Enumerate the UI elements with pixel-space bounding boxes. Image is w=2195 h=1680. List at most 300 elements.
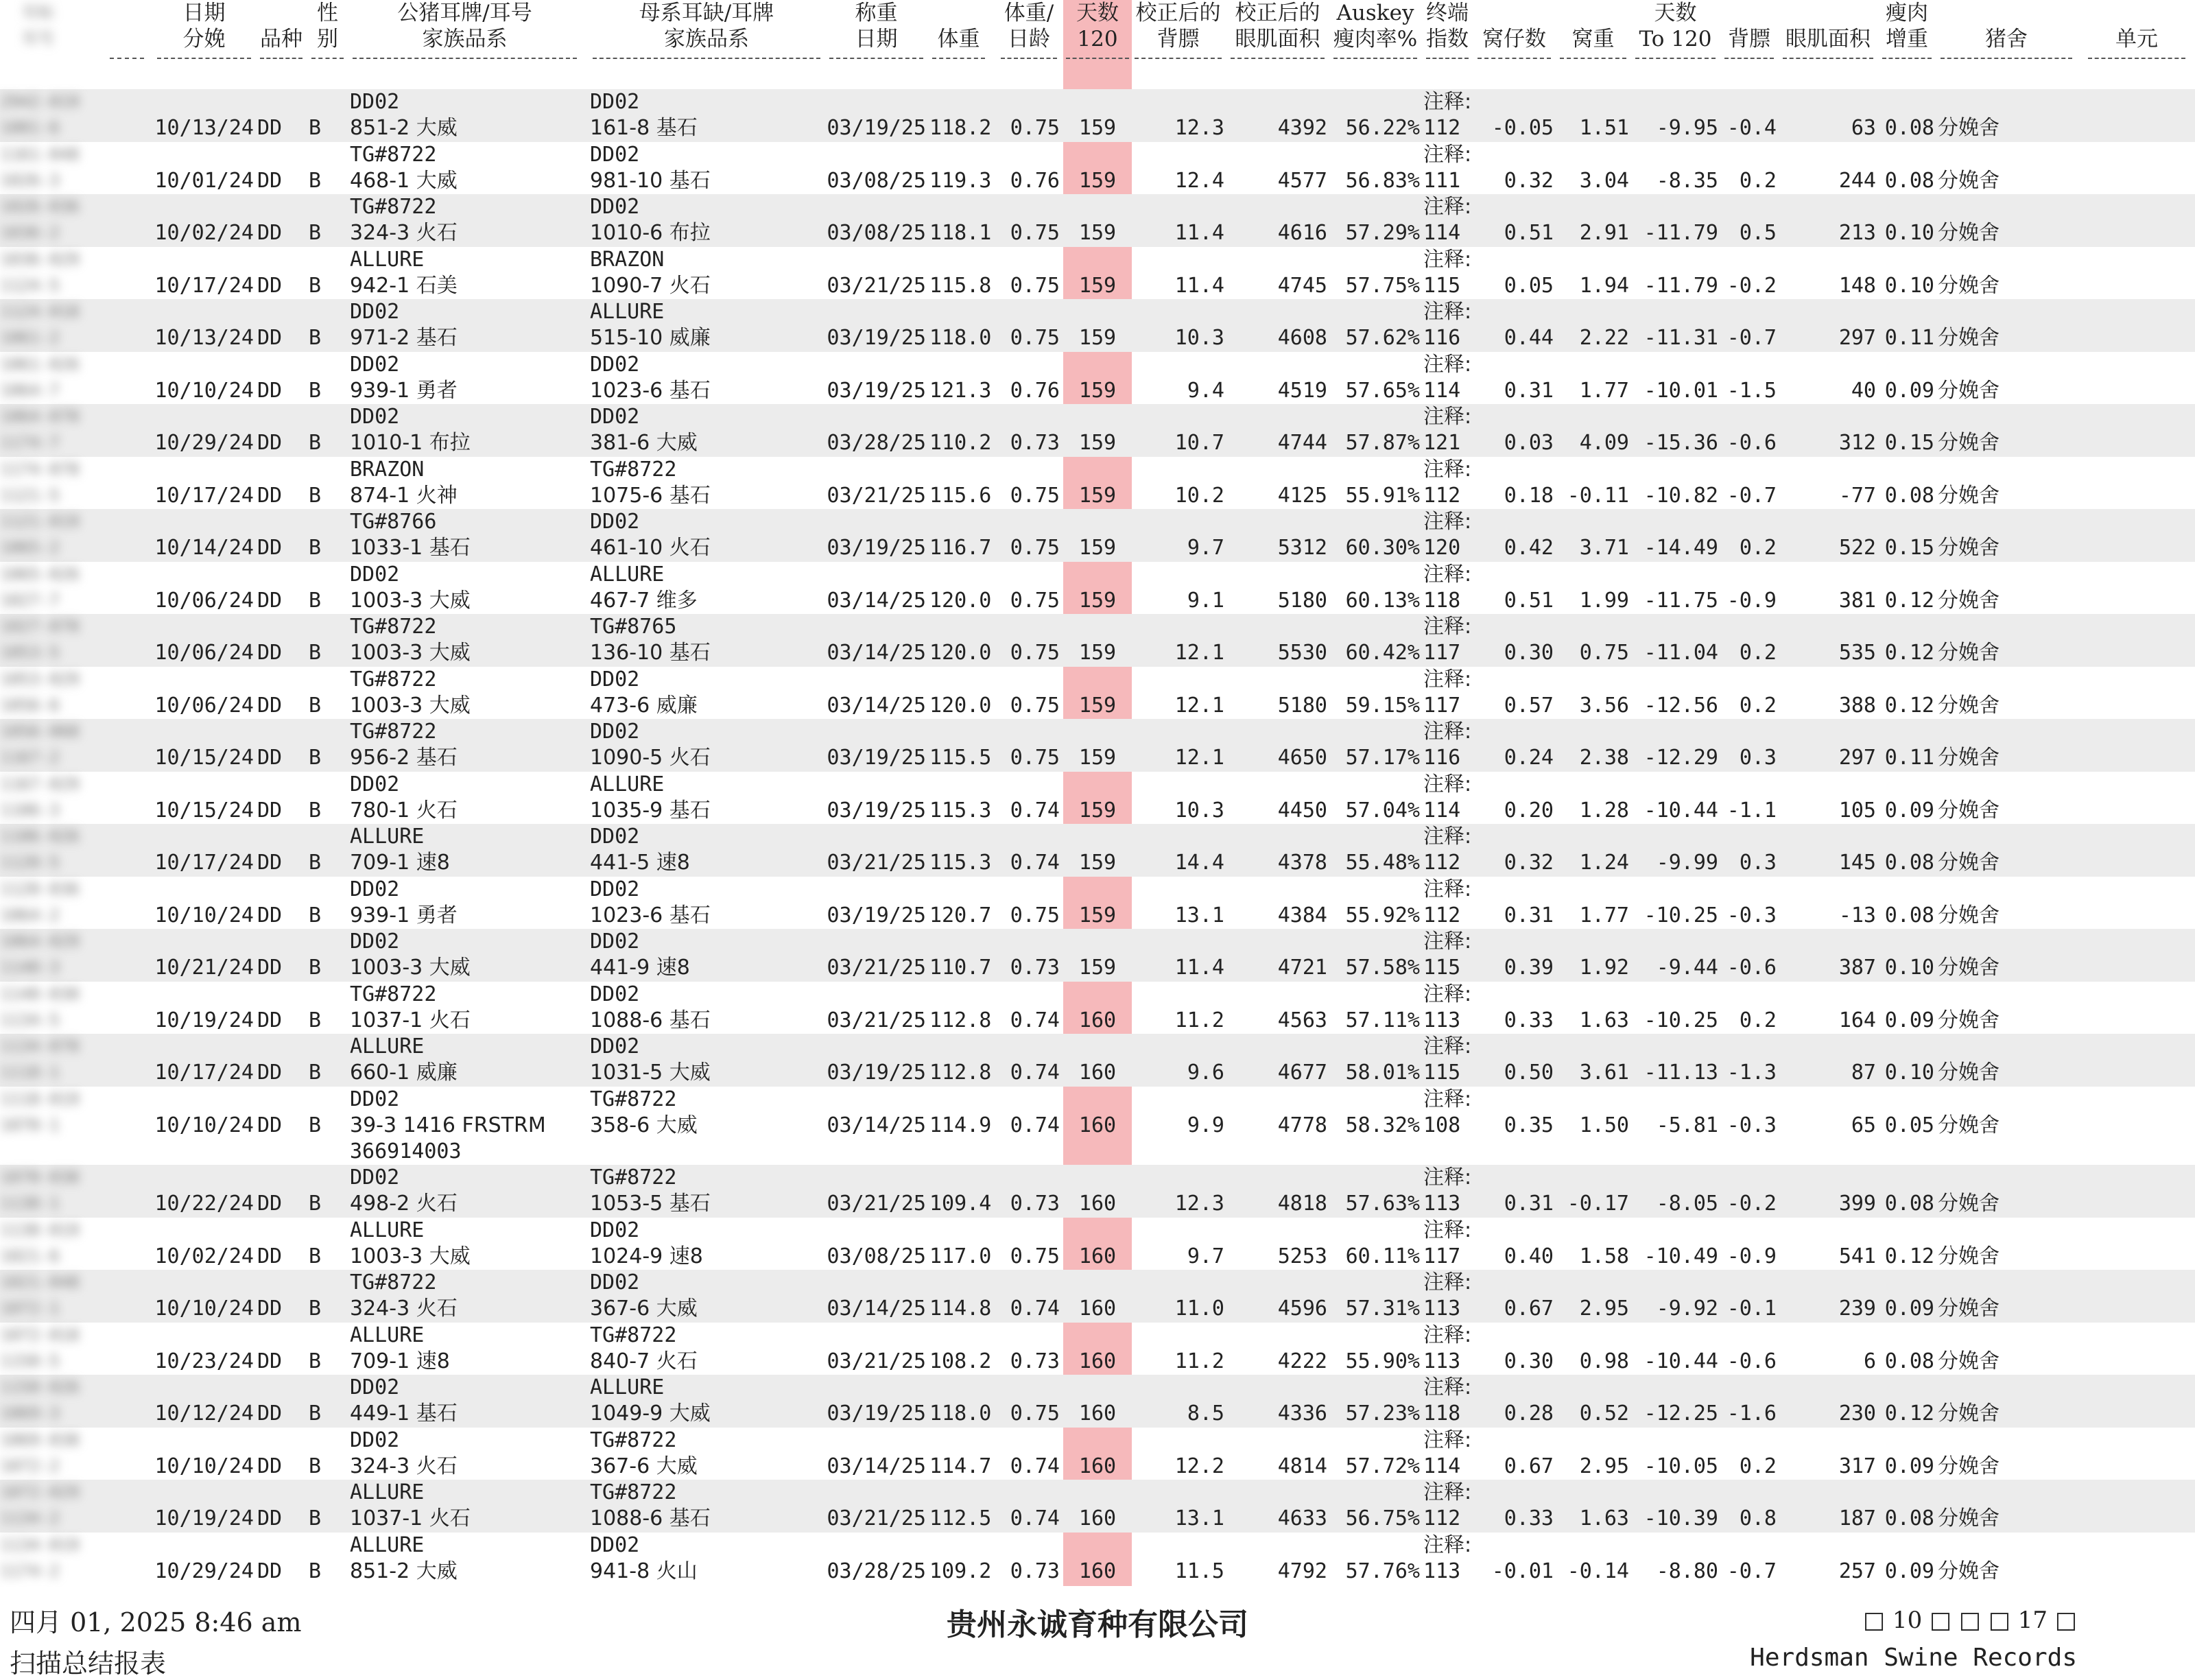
note-label: 注释: [1423, 667, 1472, 691]
table-header [0, 0, 2195, 69]
litter-weight: 2.95 [1579, 1454, 1629, 1478]
terminal-index: 115 [1423, 956, 1461, 980]
table-row [0, 1034, 2195, 1087]
barn: 分娩舍 [1938, 1061, 2000, 1085]
sire-line: TG#8722 [350, 1270, 437, 1294]
sire-line: DD02 [350, 772, 400, 796]
header-lean_gain-line1: 瘦肉 [1886, 1, 1928, 25]
header-birth-line1: 日期 [182, 1, 226, 25]
lean-percent: 58.32% [1345, 1113, 1420, 1137]
loin-eye-ebv: 145 [1838, 851, 1876, 875]
breed: DD [257, 1113, 283, 1137]
days-to-120-ebv: -11.04 [1644, 641, 1718, 665]
weight-per-day: 0.76 [1010, 378, 1060, 403]
days-to-120-ebv: -10.25 [1644, 903, 1718, 927]
adjusted-loin-eye-area: 4608 [1277, 326, 1327, 350]
header-bf-line2: 背膘 [1156, 27, 1200, 51]
dam-tag: 358-6 大威 [590, 1113, 698, 1137]
header-lea-line2: 眼肌面积 [1235, 27, 1320, 51]
table-row [0, 1375, 2195, 1428]
header-unit [2085, 0, 2188, 52]
lean-gain: 0.12 [1884, 1244, 1934, 1268]
terminal-index: 118 [1423, 1401, 1461, 1425]
note-label: 注释: [1423, 90, 1472, 114]
header-litter_n-line1 [1475, 0, 1554, 26]
lean-gain: 0.10 [1884, 1061, 1934, 1085]
adjusted-backfat: 11.4 [1174, 273, 1224, 298]
days-to-120-ebv: -5.81 [1656, 1113, 1718, 1137]
sire-tag: 709-1 速8 [350, 851, 450, 875]
sire-tag: 1003-3 大威 [350, 956, 471, 980]
weigh-date: 03/19/25 [827, 746, 926, 770]
weight: 120.0 [929, 641, 992, 665]
loin-eye-ebv: 148 [1838, 273, 1876, 298]
pig-id-blurred: 1140-3 [0, 958, 60, 977]
backfat-ebv: -1.5 [1727, 378, 1777, 403]
sex: B [309, 641, 322, 665]
adjusted-backfat: 11.2 [1174, 1008, 1224, 1032]
lean-gain: 0.08 [1884, 168, 1934, 193]
dam-line: TG#8722 [590, 457, 677, 482]
birth-date: 10/13/24 [154, 326, 254, 350]
header-bf2 [1722, 0, 1777, 52]
breed: DD [257, 326, 283, 350]
header-rule [2088, 58, 2185, 59]
pig-id-blurred: 1065-2 [0, 538, 60, 557]
barn: 分娩舍 [1938, 1401, 2000, 1425]
adjusted-loin-eye-area: 4577 [1277, 168, 1327, 193]
days-to-120: 159 [1078, 693, 1117, 718]
sex: B [309, 1401, 322, 1425]
loin-eye-ebv: 399 [1838, 1192, 1876, 1216]
table-row [0, 247, 2195, 300]
dam-line: DD02 [590, 142, 640, 167]
sire-tag: 498-2 火石 [350, 1192, 458, 1216]
days-to-120: 159 [1078, 641, 1117, 665]
header-lea-line1: 校正后的 [1235, 1, 1320, 25]
days-to-120-ebv: -8.35 [1656, 168, 1718, 193]
pig-id-blurred: 1134-070 [0, 1037, 80, 1056]
breed: DD [257, 221, 283, 245]
header-rule [1478, 58, 1551, 59]
breed: DD [257, 798, 283, 823]
lean-gain: 0.10 [1884, 956, 1934, 980]
weight-per-day: 0.74 [1010, 1297, 1060, 1321]
barn: 分娩舍 [1938, 1008, 2000, 1032]
sire-tag: 1010-1 布拉 [350, 431, 471, 455]
header-weight-line1 [929, 0, 988, 26]
days-to-120-ebv: -10.01 [1644, 378, 1718, 403]
barn: 分娩舍 [1938, 483, 2000, 508]
loin-eye-ebv: 317 [1838, 1454, 1876, 1478]
weight-per-day: 0.74 [1010, 1061, 1060, 1085]
days-to-120: 160 [1078, 1192, 1117, 1216]
dam-tag: 161-8 基石 [590, 116, 698, 140]
litter-size: 0.33 [1504, 1506, 1554, 1530]
litter-size: 0.67 [1504, 1297, 1554, 1321]
sire-line: TG#8722 [350, 982, 437, 1006]
table-row [0, 1533, 2195, 1585]
days-to-120: 160 [1078, 1244, 1117, 1268]
pig-id-blurred: 1121-019 [0, 512, 80, 531]
litter-weight: 1.28 [1579, 798, 1629, 823]
dam-tag: 941-8 火山 [590, 1559, 698, 1583]
weight-per-day: 0.74 [1010, 1113, 1060, 1137]
weigh-date: 03/21/25 [827, 851, 926, 875]
loin-eye-ebv: 164 [1838, 1008, 1876, 1032]
birth-date: 10/14/24 [154, 536, 254, 560]
table-row [0, 457, 2195, 510]
header-dam-line1: 母系耳缺/耳牌 [639, 1, 774, 25]
sire-line: DD02 [350, 1087, 400, 1111]
breed: DD [257, 273, 283, 298]
lean-percent: 60.42% [1345, 641, 1420, 665]
terminal-index: 113 [1423, 1192, 1461, 1216]
terminal-index: 112 [1423, 1506, 1461, 1530]
pig-id-blurred: 1036-2 [0, 223, 60, 242]
litter-size: -0.01 [1491, 1559, 1554, 1583]
dam-tag: 1053-5 基石 [590, 1192, 711, 1216]
terminal-index: 117 [1423, 641, 1461, 665]
litter-weight: 1.92 [1579, 956, 1629, 980]
header-sex-line1: 性 [317, 1, 338, 25]
header-rule [311, 58, 344, 59]
litter-size: 0.30 [1504, 641, 1554, 665]
dam-tag: 381-6 大威 [590, 431, 698, 455]
birth-date: 10/13/24 [154, 116, 254, 140]
dam-tag: 461-10 火石 [590, 536, 711, 560]
lean-percent: 58.01% [1345, 1061, 1420, 1085]
weigh-date: 03/14/25 [827, 588, 926, 613]
backfat-ebv: -1.1 [1727, 798, 1777, 823]
days-to-120-ebv: -10.44 [1644, 798, 1718, 823]
barn: 分娩舍 [1938, 588, 2000, 613]
barn: 分娩舍 [1938, 1454, 2000, 1478]
days-to-120: 159 [1078, 798, 1117, 823]
sire-line: DD02 [350, 1375, 400, 1399]
litter-size: 0.18 [1504, 483, 1554, 508]
adjusted-backfat: 10.7 [1174, 431, 1224, 455]
dam-line: DD02 [590, 405, 640, 429]
header-id-line1: 耳标 [21, 3, 54, 22]
litter-size: 0.39 [1504, 956, 1554, 980]
lean-percent: 57.23% [1345, 1401, 1420, 1425]
adjusted-loin-eye-area: 4222 [1277, 1349, 1327, 1373]
days-to-120-ebv: -9.44 [1656, 956, 1718, 980]
weight: 114.7 [929, 1454, 992, 1478]
header-to120 [1633, 0, 1718, 52]
header-litter_n-line2: 窝仔数 [1482, 27, 1546, 51]
sire-line: ALLURE [350, 1323, 425, 1347]
lean-percent: 57.72% [1345, 1454, 1420, 1478]
table-row [0, 982, 2195, 1034]
sire-tag: 1003-3 大威 [350, 588, 471, 613]
header-sire [350, 0, 580, 52]
days-to-120: 159 [1078, 326, 1117, 350]
lean-gain: 0.12 [1884, 1401, 1934, 1425]
days-to-120-ebv: -11.31 [1644, 326, 1718, 350]
adjusted-backfat: 9.7 [1187, 1244, 1224, 1268]
table-row [0, 89, 2195, 142]
litter-weight: 1.63 [1579, 1506, 1629, 1530]
header-index-line1: 终端 [1426, 1, 1469, 25]
sex: B [309, 1454, 322, 1478]
days-to-120: 160 [1078, 1401, 1117, 1425]
note-label: 注释: [1423, 1087, 1472, 1111]
breed: DD [257, 1454, 283, 1478]
header-lean-line1: Auskey [1336, 1, 1414, 25]
lean-percent: 57.87% [1345, 431, 1420, 455]
breed: DD [257, 588, 283, 613]
header-lean_gain-line2: 增重 [1886, 27, 1928, 51]
header-bf2-line1 [1722, 0, 1777, 26]
weight-per-day: 0.75 [1010, 483, 1060, 508]
adjusted-loin-eye-area: 4616 [1277, 221, 1327, 245]
note-label: 注释: [1423, 510, 1472, 534]
backfat-ebv: -1.6 [1727, 1401, 1777, 1425]
weight: 108.2 [929, 1349, 992, 1373]
pig-id-blurred: 1138-1 [0, 1194, 60, 1213]
days-to-120: 159 [1078, 116, 1117, 140]
table-row [0, 352, 2195, 405]
sire-line: ALLURE [350, 1533, 425, 1557]
weight: 110.7 [929, 956, 992, 980]
adjusted-backfat: 11.2 [1174, 1349, 1224, 1373]
header-birth-line2: 分娩 [182, 27, 226, 51]
dam-line: DD02 [590, 90, 640, 114]
adjusted-loin-eye-area: 5180 [1277, 693, 1327, 718]
lean-percent: 56.22% [1345, 116, 1420, 140]
litter-weight: -0.11 [1567, 483, 1629, 508]
weigh-date: 03/21/25 [827, 273, 926, 298]
dam-line: ALLURE [590, 562, 665, 587]
header-litter_w-line1 [1557, 0, 1629, 26]
days-to-120: 159 [1078, 903, 1117, 927]
sex: B [309, 378, 322, 403]
sire-line: TG#8722 [350, 615, 437, 639]
pig-id-blurred: 1026-036 [0, 197, 80, 216]
litter-weight: -0.14 [1567, 1559, 1629, 1583]
sire-tag: 660-1 威廉 [350, 1061, 458, 1085]
birth-date: 10/06/24 [154, 588, 254, 613]
dam-tag: 1023-6 基石 [590, 378, 711, 403]
lean-gain: 0.08 [1884, 851, 1934, 875]
weight: 116.7 [929, 536, 992, 560]
pig-id-blurred: 1118-1 [0, 1063, 60, 1082]
table-row [0, 562, 2195, 615]
terminal-index: 113 [1423, 1559, 1461, 1583]
barn: 分娩舍 [1938, 1192, 2000, 1216]
header-bf-line1: 校正后的 [1135, 1, 1221, 25]
days-to-120: 159 [1078, 431, 1117, 455]
birth-date: 10/12/24 [154, 1401, 254, 1425]
sex: B [309, 956, 322, 980]
birth-date: 10/17/24 [154, 1061, 254, 1085]
days-to-120: 159 [1078, 483, 1117, 508]
adjusted-backfat: 12.4 [1174, 168, 1224, 193]
dam-tag: 1049-9 大威 [590, 1401, 711, 1425]
loin-eye-ebv: 6 [1863, 1349, 1876, 1373]
days-to-120: 160 [1078, 1113, 1117, 1137]
days-to-120: 159 [1078, 168, 1117, 193]
litter-weight: 0.75 [1579, 641, 1629, 665]
adjusted-backfat: 10.3 [1174, 798, 1224, 823]
sire-line: ALLURE [350, 1218, 425, 1242]
pig-id-blurred: 1064-070 [0, 407, 80, 426]
weight: 118.0 [929, 326, 992, 350]
backfat-ebv: -0.1 [1727, 1297, 1777, 1321]
backfat-ebv: -1.3 [1727, 1061, 1777, 1085]
header-breed-line1 [257, 0, 305, 26]
loin-eye-ebv: 297 [1838, 746, 1876, 770]
header-to120-line1: 天数 [1654, 1, 1697, 25]
weigh-date: 03/14/25 [827, 641, 926, 665]
adjusted-backfat: 13.1 [1174, 1506, 1224, 1530]
weight-per-day: 0.75 [1010, 273, 1060, 298]
weight-per-day: 0.75 [1010, 693, 1060, 718]
barn: 分娩舍 [1938, 1559, 2000, 1583]
birth-date: 10/06/24 [154, 641, 254, 665]
header-rule [1724, 58, 1774, 59]
days-to-120-ebv: -9.95 [1656, 116, 1718, 140]
pig-id-blurred: 1061-026 [0, 354, 80, 374]
pig-id-blurred: 1056-6 [0, 695, 60, 715]
pig-id-blurred: 1174-7 [0, 433, 60, 452]
weigh-date: 03/14/25 [827, 693, 926, 718]
table-row [0, 667, 2195, 720]
litter-size: 0.35 [1504, 1113, 1554, 1137]
dam-tag: 367-6 大威 [590, 1297, 698, 1321]
adjusted-loin-eye-area: 4792 [1277, 1559, 1327, 1583]
litter-weight: 1.77 [1579, 378, 1629, 403]
days-to-120: 159 [1078, 536, 1117, 560]
weight: 112.8 [929, 1008, 992, 1032]
weigh-date: 03/28/25 [827, 431, 926, 455]
adjusted-loin-eye-area: 4744 [1277, 431, 1327, 455]
birth-date: 10/19/24 [154, 1506, 254, 1530]
dam-tag: 1010-6 布拉 [590, 221, 711, 245]
dam-line: DD02 [590, 1533, 640, 1557]
weight: 119.3 [929, 168, 992, 193]
report-name: 扫描总结报表 [10, 1648, 167, 1679]
note-label: 注释: [1423, 1270, 1472, 1294]
loin-eye-ebv: 63 [1851, 116, 1876, 140]
terminal-index: 113 [1423, 1297, 1461, 1321]
note-label: 注释: [1423, 930, 1472, 954]
birth-date: 10/10/24 [154, 903, 254, 927]
adjusted-loin-eye-area: 4633 [1277, 1506, 1327, 1530]
note-label: 注释: [1423, 1375, 1472, 1399]
days-to-120-ebv: -10.25 [1644, 1008, 1718, 1032]
barn: 分娩舍 [1938, 1297, 2000, 1321]
dam-line: DD02 [590, 825, 640, 849]
weight: 120.0 [929, 588, 992, 613]
litter-weight: 1.51 [1579, 116, 1629, 140]
birth-date: 10/10/24 [154, 1454, 254, 1478]
days-to-120-ebv: -10.39 [1644, 1506, 1718, 1530]
sire-tag: 971-2 基石 [350, 326, 458, 350]
sex: B [309, 1008, 322, 1032]
header-lean_gain [1879, 0, 1934, 52]
pig-id-blurred: 1167-029 [0, 774, 80, 794]
weight-per-day: 0.73 [1010, 431, 1060, 455]
dam-tag: 467-7 维多 [590, 588, 698, 613]
table-row [0, 1270, 2195, 1323]
litter-weight: 1.50 [1579, 1113, 1629, 1137]
sex: B [309, 1192, 322, 1216]
litter-size: 0.67 [1504, 1454, 1554, 1478]
header-litter_n [1475, 0, 1554, 52]
pig-id-blurred: 1106-3 [0, 800, 60, 820]
litter-weight: 2.91 [1579, 221, 1629, 245]
sire-line: TG#8722 [350, 195, 437, 219]
page-footer [0, 1592, 2195, 1677]
weight: 112.5 [929, 1506, 992, 1530]
days-to-120-ebv: -10.44 [1644, 1349, 1718, 1373]
weigh-date: 03/14/25 [827, 1113, 926, 1137]
sex: B [309, 1349, 322, 1373]
breed: DD [257, 851, 283, 875]
dam-line: DD02 [590, 1218, 640, 1242]
birth-date: 10/02/24 [154, 221, 254, 245]
sire-tag: 851-2 大威 [350, 1559, 458, 1583]
header-rule [1426, 58, 1469, 59]
header-dam [590, 0, 823, 52]
pig-id-blurred: 1056-068 [0, 722, 80, 741]
sire-tag: 780-1 火石 [350, 798, 458, 823]
dam-tag: 1088-6 基石 [590, 1506, 711, 1530]
backfat-ebv: 0.2 [1739, 1008, 1777, 1032]
table-row [0, 1323, 2195, 1375]
weight: 121.3 [929, 378, 992, 403]
header-lean-line2: 瘦肉率% [1333, 27, 1418, 51]
table-row [0, 194, 2195, 247]
backfat-ebv: 0.2 [1739, 1454, 1777, 1478]
lean-percent: 55.90% [1345, 1349, 1420, 1373]
sex: B [309, 116, 322, 140]
barn: 分娩舍 [1938, 1244, 2000, 1268]
header-sex-line2: 别 [317, 27, 338, 51]
litter-size: 0.32 [1504, 851, 1554, 875]
sire-tag: 1037-1 火石 [350, 1506, 471, 1530]
header-rule [593, 58, 820, 59]
backfat-ebv: -0.3 [1727, 1113, 1777, 1137]
note-label: 注释: [1423, 300, 1472, 324]
backfat-ebv: -0.9 [1727, 1244, 1777, 1268]
terminal-index: 117 [1423, 1244, 1461, 1268]
barn: 分娩舍 [1938, 168, 2000, 193]
litter-weight: -0.17 [1567, 1192, 1629, 1216]
header-days120-line2: 120 [1077, 27, 1118, 51]
birth-date: 10/10/24 [154, 1297, 254, 1321]
litter-size: 0.03 [1504, 431, 1554, 455]
weigh-date: 03/19/25 [827, 536, 926, 560]
header-wda-line1: 体重/ [1004, 1, 1054, 25]
terminal-index: 112 [1423, 483, 1461, 508]
birth-date: 10/22/24 [154, 1192, 254, 1216]
adjusted-loin-eye-area: 4450 [1277, 798, 1327, 823]
litter-size: 0.42 [1504, 536, 1554, 560]
litter-size: 0.31 [1504, 1192, 1554, 1216]
litter-weight: 1.99 [1579, 588, 1629, 613]
lean-gain: 0.08 [1884, 1192, 1934, 1216]
adjusted-loin-eye-area: 4721 [1277, 956, 1327, 980]
dam-tag: 473-6 威廉 [590, 693, 698, 718]
adjusted-loin-eye-area: 4563 [1277, 1008, 1327, 1032]
litter-weight: 1.63 [1579, 1008, 1629, 1032]
pig-id-blurred: 1121-5 [0, 485, 60, 505]
sire-line: ALLURE [350, 247, 425, 272]
